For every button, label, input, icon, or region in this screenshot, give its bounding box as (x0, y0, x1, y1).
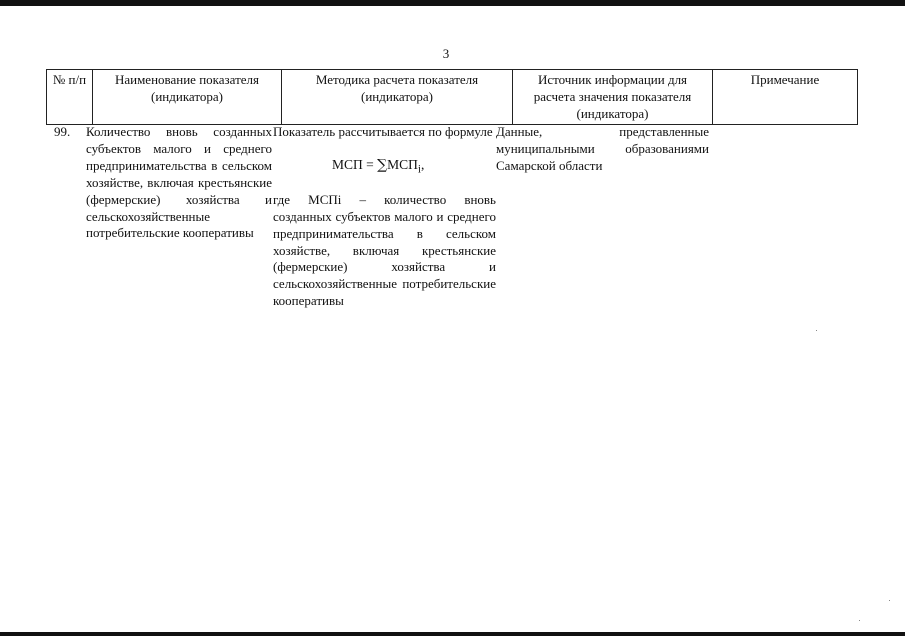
calculation-method-where: где МСПi – количество вновь созданных субъектов малого и среднего предпринимательства в сельском хозяйстве, включая крестьянские (фермерские) хозяйства и сельскохозяйственные потребительские кооперативы (273, 191, 496, 309)
header-calculation-method: Методика расчета показателя (индикатора) (282, 70, 513, 125)
calculation-method-intro: Показатель рассчитывается по формуле (273, 124, 493, 139)
table-header-row (47, 70, 858, 125)
scan-speck (816, 330, 817, 331)
formula-equals: = (366, 157, 374, 172)
header-information-source: Источник информации для расчета значения показателя (индикатора) (513, 70, 713, 125)
header-number: № п/п (47, 70, 93, 125)
indicators-table-header (46, 69, 858, 125)
scan-speck (889, 600, 890, 601)
top-border-rule (0, 0, 905, 6)
formula-trailing: , (421, 157, 425, 172)
sum-symbol: ∑ (377, 157, 388, 173)
formula-term: МСП (387, 157, 418, 172)
row-number: 99. (54, 124, 71, 139)
header-indicator-name: Наименование показателя (индикатора) (93, 70, 282, 125)
indicator-name-cell: Количество вновь созданных субъектов малого и среднего предпринимательства в сельском хозяйстве, включая крестьянские (фермерские) хозяйства и сельскохозяйственные потребительские кооперативы (86, 124, 272, 241)
bottom-border-rule (0, 632, 905, 636)
formula-subscript: i (417, 163, 422, 176)
header-note: Примечание (713, 70, 858, 125)
msp-formula (332, 157, 424, 176)
information-source-cell: Данные, представленные муниципальными образованиями Самарской области (496, 124, 709, 173)
formula-lhs: МСП (332, 157, 363, 172)
page-number: 3 (442, 46, 450, 61)
scan-speck (859, 620, 860, 621)
